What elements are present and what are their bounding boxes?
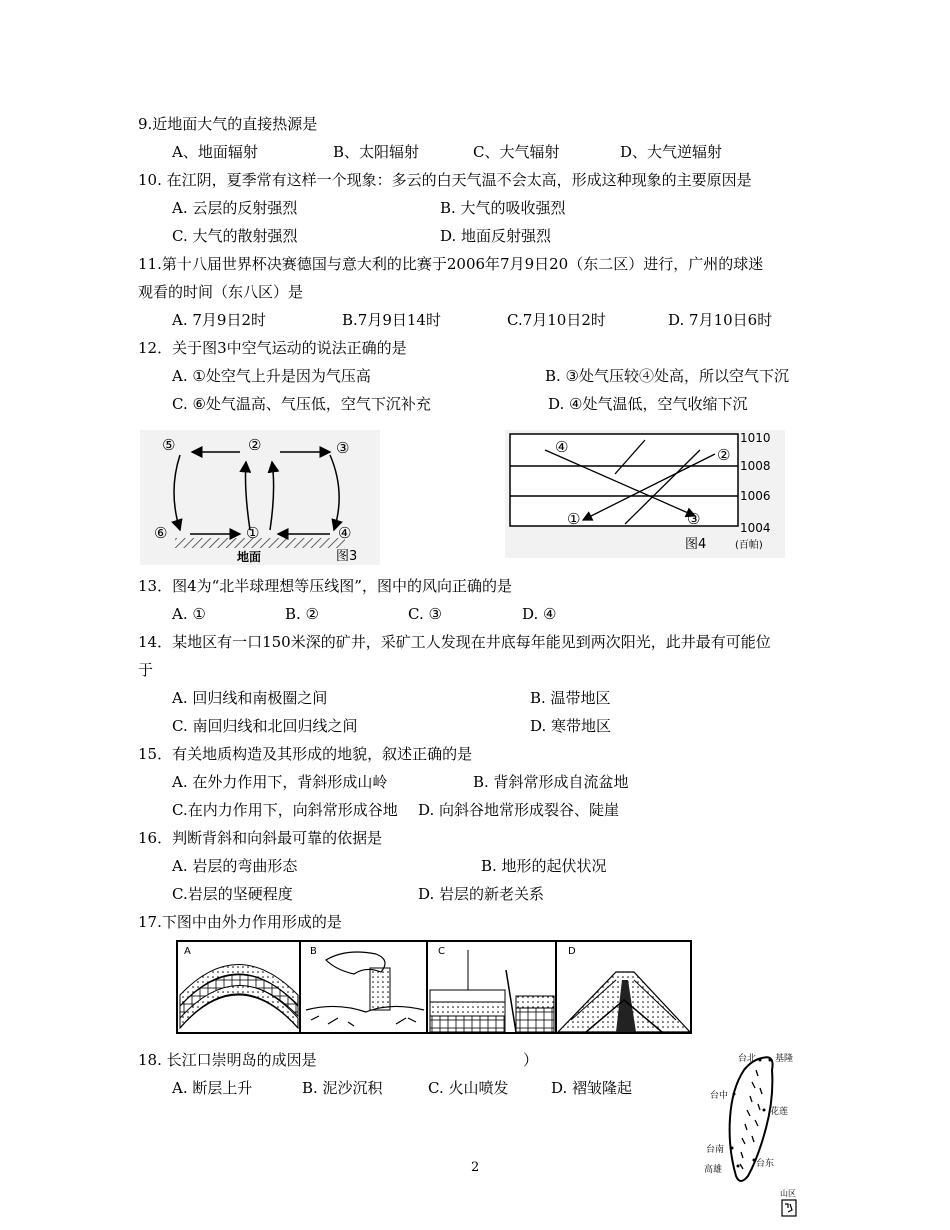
q12-option-a: A. ①处空气上升是因为气压高 xyxy=(172,367,371,385)
q14-option-d: D. 寒带地区 xyxy=(530,717,612,735)
question-13-stem: 13．图4为“北半球理想等压线图”，图中的风向正确的是 xyxy=(138,577,512,595)
fig17-label-c: C xyxy=(438,946,445,957)
q14-option-c: C. 南回归线和北回归线之间 xyxy=(172,717,358,735)
q10-option-a: A. 云层的反射强烈 xyxy=(172,199,298,217)
fig4-point-4: ④ xyxy=(555,438,569,456)
q9-option-a: A、地面辐射 xyxy=(172,143,258,161)
question-11-stem-cont: 观看的时间（东八区）是 xyxy=(138,283,304,301)
fig3-point-2: ② xyxy=(248,436,262,454)
q14-option-a: A. 回归线和南极圈之间 xyxy=(172,689,328,707)
q9-option-b: B、太阳辐射 xyxy=(333,143,420,161)
fig3-point-1: ① xyxy=(246,524,260,542)
question-14-stem-cont: 于 xyxy=(138,661,154,679)
q13-option-d: D. ④ xyxy=(522,605,557,623)
q18-option-a: A. 断层上升 xyxy=(172,1079,253,1097)
fig4-unit: (百帕) xyxy=(735,540,763,551)
map-label-taichung: 台中 xyxy=(710,1091,729,1101)
map-label-kaohsiung: 高雄 xyxy=(704,1165,723,1175)
question-18-stem: 18. 长江口崇明岛的成因是 xyxy=(138,1051,317,1069)
ground-hatch xyxy=(175,538,345,548)
q11-option-a: A. 7月9日2时 xyxy=(172,311,266,329)
fig3-ground-label: 地面 xyxy=(237,550,262,564)
fig3-caption: 图3 xyxy=(336,549,358,564)
fig3-point-6: ⑥ xyxy=(154,524,168,542)
taiwan-island-map xyxy=(700,1048,810,1223)
q16-option-c: C.岩层的坚硬程度 xyxy=(172,885,293,903)
q16-option-b: B. 地形的起伏状况 xyxy=(481,857,607,875)
figure-3-air-circulation xyxy=(140,430,380,565)
question-18-paren: ） xyxy=(523,1051,539,1069)
question-17-stem: 17.下图中由外力作用形成的是 xyxy=(138,913,342,931)
fig17-label-d: D xyxy=(568,946,576,957)
fig17-label-a: A xyxy=(184,946,191,957)
q12-option-c: C. ⑥处气温高、气压低，空气下沉补充 xyxy=(172,395,431,413)
q10-option-b: B. 大气的吸收强烈 xyxy=(440,199,566,217)
fig3-point-4: ④ xyxy=(338,524,352,542)
q12-option-d: D. ④处气温低，空气收缩下沉 xyxy=(548,395,748,413)
q13-option-c: C. ③ xyxy=(408,605,442,623)
question-16-stem: 16．判断背斜和向斜最可靠的依据是 xyxy=(138,829,383,847)
fig17-label-b: B xyxy=(310,946,317,957)
q15-option-d: D. 向斜谷地常形成裂谷、陡崖 xyxy=(418,801,620,819)
fig4-isobar-1008: 1008 xyxy=(740,459,771,473)
question-12-stem: 12．关于图3中空气运动的说法正确的是 xyxy=(138,339,407,357)
fig4-caption: 图4 xyxy=(685,537,707,552)
q12-option-b: B. ③处气压较④处高，所以空气下沉 xyxy=(545,367,790,385)
q18-option-c: C. 火山喷发 xyxy=(428,1079,509,1097)
q9-option-d: D、大气逆辐射 xyxy=(620,143,723,161)
fig3-point-3: ③ xyxy=(336,439,350,457)
q18-option-b: B. 泥沙沉积 xyxy=(302,1079,383,1097)
q10-option-c: C. 大气的散射强烈 xyxy=(172,227,298,245)
map-label-hualien: 花莲 xyxy=(770,1107,789,1117)
fig4-point-1: ① xyxy=(567,510,581,528)
figure-4-isobar-map xyxy=(505,430,785,558)
fig4-isobar-1006: 1006 xyxy=(740,489,771,503)
q15-option-a: A. 在外力作用下，背斜形成山岭 xyxy=(172,773,388,791)
q11-option-d: D. 7月10日6时 xyxy=(668,311,773,329)
page-number: 2 xyxy=(471,1160,480,1175)
q15-option-c: C.在内力作用下，向斜常形成谷地 xyxy=(172,801,398,819)
question-14-stem: 14．某地区有一口150米深的矿井，采矿工人发现在井底每年能见到两次阳光，此井最有可能位 xyxy=(138,633,771,651)
q16-option-a: A. 岩层的弯曲形态 xyxy=(172,857,298,875)
q9-option-c: C、大气辐射 xyxy=(473,143,560,161)
fig3-point-5: ⑤ xyxy=(162,436,176,454)
question-11-stem: 11.第十八届世界杯决赛德国与意大利的比赛于2006年7月9日20（东二区）进行，广州的球迷 xyxy=(138,255,764,273)
fig4-isobar-1010: 1010 xyxy=(740,431,771,445)
q18-option-d: D. 褶皱隆起 xyxy=(551,1079,633,1097)
figure-17-geology-panels xyxy=(176,940,692,1034)
fig4-point-2: ② xyxy=(717,446,731,464)
fig4-isobar-1004: 1004 xyxy=(740,521,771,535)
q14-option-b: B. 温带地区 xyxy=(530,689,611,707)
q11-option-b: B.7月9日14时 xyxy=(342,311,441,329)
q13-option-a: A. ① xyxy=(172,605,206,623)
question-9-stem: 9.近地面大气的直接热源是 xyxy=(138,115,318,133)
q11-option-c: C.7月10日2时 xyxy=(507,311,606,329)
map-legend-mountain: 山区 xyxy=(780,1189,796,1198)
map-label-taitung: 台东 xyxy=(756,1159,775,1169)
q13-option-b: B. ② xyxy=(285,605,320,623)
question-10-stem: 10. 在江阴，夏季常有这样一个现象：多云的白天气温不会太高，形成这种现象的主要原因是 xyxy=(138,171,752,189)
fig4-point-3: ③ xyxy=(687,510,701,528)
question-15-stem: 15．有关地质构造及其形成的地貌，叙述正确的是 xyxy=(138,745,473,763)
q16-option-d: D. 岩层的新老关系 xyxy=(418,885,545,903)
map-label-keelung: 基隆 xyxy=(775,1054,794,1064)
map-label-tainan: 台南 xyxy=(706,1145,725,1155)
q10-option-d: D. 地面反射强烈 xyxy=(440,227,552,245)
q15-option-b: B. 背斜常形成自流盆地 xyxy=(473,773,629,791)
map-label-taipei: 台北 xyxy=(738,1054,757,1064)
